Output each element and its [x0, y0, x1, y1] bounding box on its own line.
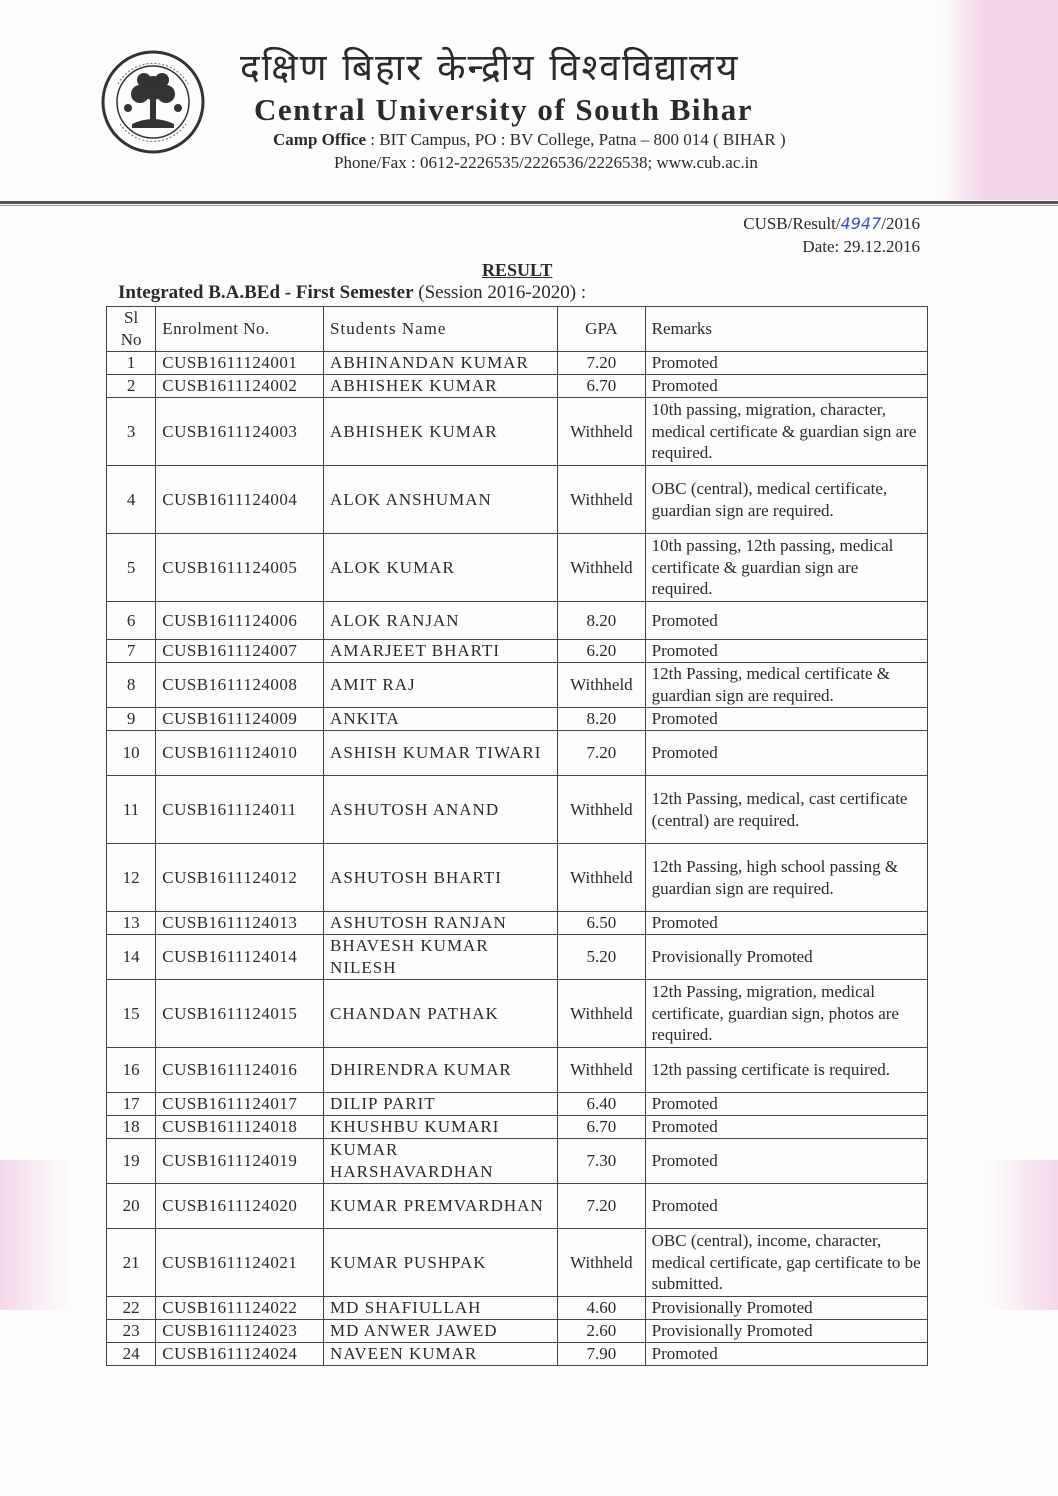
cell-remarks: Promoted — [645, 602, 927, 640]
table-row — [107, 352, 928, 375]
reference-suffix: /2016 — [881, 214, 920, 233]
cell-student-name: ALOK RANJAN — [324, 602, 558, 640]
cell-sl-no: 4 — [107, 466, 156, 534]
cell-student-name: ASHUTOSH RANJAN — [324, 912, 558, 935]
table-row — [107, 640, 928, 663]
cell-sl-no: 1 — [107, 352, 156, 375]
cell-enrolment-no: CUSB1611124014 — [156, 935, 324, 980]
cell-enrolment-no: CUSB1611124019 — [156, 1139, 324, 1184]
table-row — [107, 534, 928, 602]
cell-student-name: CHANDAN PATHAK — [324, 980, 558, 1048]
session: (Session 2016-2020) : — [413, 282, 587, 303]
table-header-row — [107, 307, 928, 352]
cell-remarks: Promoted — [645, 1184, 927, 1229]
cell-remarks: Promoted — [645, 731, 927, 776]
cell-sl-no: 15 — [107, 980, 156, 1048]
cell-sl-no: 3 — [107, 398, 156, 466]
result-heading: RESULT — [482, 260, 553, 280]
cell-gpa: Withheld — [558, 1229, 645, 1297]
cell-gpa: Withheld — [558, 663, 645, 708]
cell-enrolment-no: CUSB1611124001 — [156, 352, 324, 375]
cell-student-name: ABHISHEK KUMAR — [324, 375, 558, 398]
cell-gpa: 5.20 — [558, 935, 645, 980]
cell-student-name: ALOK ANSHUMAN — [324, 466, 558, 534]
cell-student-name: ASHUTOSH ANAND — [324, 776, 558, 844]
table-row — [107, 663, 928, 708]
header-divider — [0, 201, 1058, 204]
cell-student-name: ASHUTOSH BHARTI — [324, 844, 558, 912]
cell-sl-no: 2 — [107, 375, 156, 398]
cell-remarks: 12th Passing, medical, cast certificate (central) are required. — [645, 776, 927, 844]
cell-student-name: NAVEEN KUMAR — [324, 1343, 558, 1366]
cell-enrolment-no: CUSB1611124024 — [156, 1343, 324, 1366]
cell-sl-no: 12 — [107, 844, 156, 912]
cell-enrolment-no: CUSB1611124018 — [156, 1116, 324, 1139]
cell-student-name: BHAVESH KUMAR NILESH — [324, 935, 558, 980]
table-row — [107, 1297, 928, 1320]
cell-enrolment-no: CUSB1611124005 — [156, 534, 324, 602]
cell-remarks: Promoted — [645, 1343, 927, 1366]
header-remarks: Remarks — [645, 307, 927, 352]
cell-gpa: 6.50 — [558, 912, 645, 935]
cell-enrolment-no: CUSB1611124003 — [156, 398, 324, 466]
cell-enrolment-no: CUSB1611124020 — [156, 1184, 324, 1229]
cell-enrolment-no: CUSB1611124021 — [156, 1229, 324, 1297]
cell-remarks: Promoted — [645, 375, 927, 398]
cell-gpa: 7.30 — [558, 1139, 645, 1184]
cell-gpa: 7.90 — [558, 1343, 645, 1366]
cell-sl-no: 19 — [107, 1139, 156, 1184]
cell-gpa: Withheld — [558, 776, 645, 844]
cell-gpa: Withheld — [558, 466, 645, 534]
table-row — [107, 1116, 928, 1139]
cell-enrolment-no: CUSB1611124008 — [156, 663, 324, 708]
table-row — [107, 1320, 928, 1343]
table-row — [107, 1229, 928, 1297]
cell-remarks: 12th passing certificate is required. — [645, 1048, 927, 1093]
university-name-hindi: दक्षिण बिहार केन्द्रीय विश्वविद्यालय — [240, 46, 740, 89]
cell-sl-no: 20 — [107, 1184, 156, 1229]
cell-gpa: 6.70 — [558, 1116, 645, 1139]
cell-enrolment-no: CUSB1611124002 — [156, 375, 324, 398]
cell-sl-no: 9 — [107, 708, 156, 731]
cell-remarks: Promoted — [645, 1116, 927, 1139]
cell-remarks: Promoted — [645, 708, 927, 731]
table-row — [107, 980, 928, 1048]
header-enrolment-no: Enrolment No. — [156, 307, 324, 352]
camp-office-line — [273, 130, 786, 150]
cell-sl-no: 18 — [107, 1116, 156, 1139]
cell-student-name: KUMAR PREMVARDHAN — [324, 1184, 558, 1229]
table-row — [107, 935, 928, 980]
cell-remarks: Promoted — [645, 352, 927, 375]
table-row — [107, 1139, 928, 1184]
cell-student-name: MD ANWER JAWED — [324, 1320, 558, 1343]
table-row — [107, 844, 928, 912]
table-row — [107, 1184, 928, 1229]
cell-student-name: DILIP PARIT — [324, 1093, 558, 1116]
cell-gpa: 6.20 — [558, 640, 645, 663]
cell-student-name: ASHISH KUMAR TIWARI — [324, 731, 558, 776]
cell-remarks: Promoted — [645, 1139, 927, 1184]
cell-gpa: Withheld — [558, 980, 645, 1048]
cell-sl-no: 11 — [107, 776, 156, 844]
cell-sl-no: 13 — [107, 912, 156, 935]
result-table — [106, 306, 928, 1366]
cell-gpa: Withheld — [558, 1048, 645, 1093]
header-gpa: GPA — [558, 307, 645, 352]
camp-office-address: : BIT Campus, PO : BV College, Patna – 800 014 ( BIHAR ) — [366, 130, 786, 149]
cell-student-name: KHUSHBU KUMARI — [324, 1116, 558, 1139]
cell-sl-no: 7 — [107, 640, 156, 663]
cell-sl-no: 16 — [107, 1048, 156, 1093]
cell-gpa: Withheld — [558, 844, 645, 912]
cell-sl-no: 6 — [107, 602, 156, 640]
cell-enrolment-no: CUSB1611124007 — [156, 640, 324, 663]
cell-gpa: Withheld — [558, 534, 645, 602]
table-row — [107, 1343, 928, 1366]
cell-student-name: AMIT RAJ — [324, 663, 558, 708]
cell-enrolment-no: CUSB1611124009 — [156, 708, 324, 731]
cell-student-name: DHIRENDRA KUMAR — [324, 1048, 558, 1093]
cell-remarks: OBC (central), income, character, medical certificate, gap certificate to be submitted. — [645, 1229, 927, 1297]
cell-enrolment-no: CUSB1611124022 — [156, 1297, 324, 1320]
table-row — [107, 708, 928, 731]
cell-student-name: ABHINANDAN KUMAR — [324, 352, 558, 375]
reference-number — [743, 214, 920, 234]
header-sl-no: Sl No — [107, 307, 156, 352]
cell-remarks: OBC (central), medical certificate, guardian sign are required. — [645, 466, 927, 534]
camp-office-label: Camp Office — [273, 130, 367, 149]
cell-sl-no: 24 — [107, 1343, 156, 1366]
cell-gpa: 7.20 — [558, 352, 645, 375]
table-row — [107, 731, 928, 776]
table-row — [107, 466, 928, 534]
cell-remarks: 10th passing, 12th passing, medical certificate & guardian sign are required. — [645, 534, 927, 602]
cell-remarks: 10th passing, migration, character, medical certificate & guardian sign are required. — [645, 398, 927, 466]
cell-sl-no: 8 — [107, 663, 156, 708]
cell-enrolment-no: CUSB1611124012 — [156, 844, 324, 912]
cell-student-name: ALOK KUMAR — [324, 534, 558, 602]
university-name-english: Central University of South Bihar — [254, 92, 753, 127]
cell-gpa: Withheld — [558, 398, 645, 466]
cell-gpa: 8.20 — [558, 708, 645, 731]
table-row — [107, 776, 928, 844]
issue-date: Date: 29.12.2016 — [802, 237, 920, 256]
page-tint-right — [988, 1160, 1058, 1310]
cell-sl-no: 17 — [107, 1093, 156, 1116]
cell-student-name: ABHISHEK KUMAR — [324, 398, 558, 466]
cell-sl-no: 10 — [107, 731, 156, 776]
cell-gpa: 4.60 — [558, 1297, 645, 1320]
cell-sl-no: 23 — [107, 1320, 156, 1343]
reference-handwritten-number: 4947 — [840, 214, 882, 233]
cell-remarks: 12th Passing, medical certificate & guardian sign are required. — [645, 663, 927, 708]
cell-enrolment-no: CUSB1611124015 — [156, 980, 324, 1048]
cell-remarks: Provisionally Promoted — [645, 935, 927, 980]
cell-gpa: 7.20 — [558, 1184, 645, 1229]
cell-remarks: 12th Passing, migration, medical certificate, guardian sign, photos are required. — [645, 980, 927, 1048]
cell-sl-no: 21 — [107, 1229, 156, 1297]
table-row — [107, 1093, 928, 1116]
contact-line: Phone/Fax : 0612-2226535/2226536/2226538; www.cub.ac.in — [334, 153, 758, 172]
cell-enrolment-no: CUSB1611124011 — [156, 776, 324, 844]
cell-student-name: KUMAR PUSHPAK — [324, 1229, 558, 1297]
cell-enrolment-no: CUSB1611124010 — [156, 731, 324, 776]
cell-remarks: Promoted — [645, 912, 927, 935]
cell-sl-no: 14 — [107, 935, 156, 980]
cell-enrolment-no: CUSB1611124016 — [156, 1048, 324, 1093]
table-row — [107, 912, 928, 935]
cell-enrolment-no: CUSB1611124006 — [156, 602, 324, 640]
page-tint-left — [0, 1160, 70, 1310]
cell-gpa: 2.60 — [558, 1320, 645, 1343]
cell-gpa: 8.20 — [558, 602, 645, 640]
cell-remarks: Promoted — [645, 1093, 927, 1116]
program-name: Integrated B.A.BEd - First Semester — [118, 282, 414, 303]
cell-remarks: Provisionally Promoted — [645, 1320, 927, 1343]
program-subtitle — [118, 282, 586, 304]
table-row — [107, 398, 928, 466]
cell-gpa: 6.70 — [558, 375, 645, 398]
header-student-name: Students Name — [324, 307, 558, 352]
cell-student-name: MD SHAFIULLAH — [324, 1297, 558, 1320]
cell-gpa: 7.20 — [558, 731, 645, 776]
cell-student-name: ANKITA — [324, 708, 558, 731]
cell-enrolment-no: CUSB1611124004 — [156, 466, 324, 534]
cell-enrolment-no: CUSB1611124017 — [156, 1093, 324, 1116]
cell-enrolment-no: CUSB1611124013 — [156, 912, 324, 935]
cell-student-name: KUMAR HARSHAVARDHAN — [324, 1139, 558, 1184]
cell-sl-no: 22 — [107, 1297, 156, 1320]
table-row — [107, 375, 928, 398]
cell-gpa: 6.40 — [558, 1093, 645, 1116]
cell-remarks: Promoted — [645, 640, 927, 663]
table-row — [107, 1048, 928, 1093]
reference-prefix: CUSB/Result/ — [743, 214, 841, 233]
cell-sl-no: 5 — [107, 534, 156, 602]
table-row — [107, 602, 928, 640]
university-seal-icon — [98, 44, 208, 184]
cell-enrolment-no: CUSB1611124023 — [156, 1320, 324, 1343]
cell-remarks: 12th Passing, high school passing & guardian sign are required. — [645, 844, 927, 912]
cell-remarks: Provisionally Promoted — [645, 1297, 927, 1320]
header-divider-thin — [0, 205, 1058, 206]
page-tint-top-right — [940, 0, 1058, 200]
cell-student-name: AMARJEET BHARTI — [324, 640, 558, 663]
